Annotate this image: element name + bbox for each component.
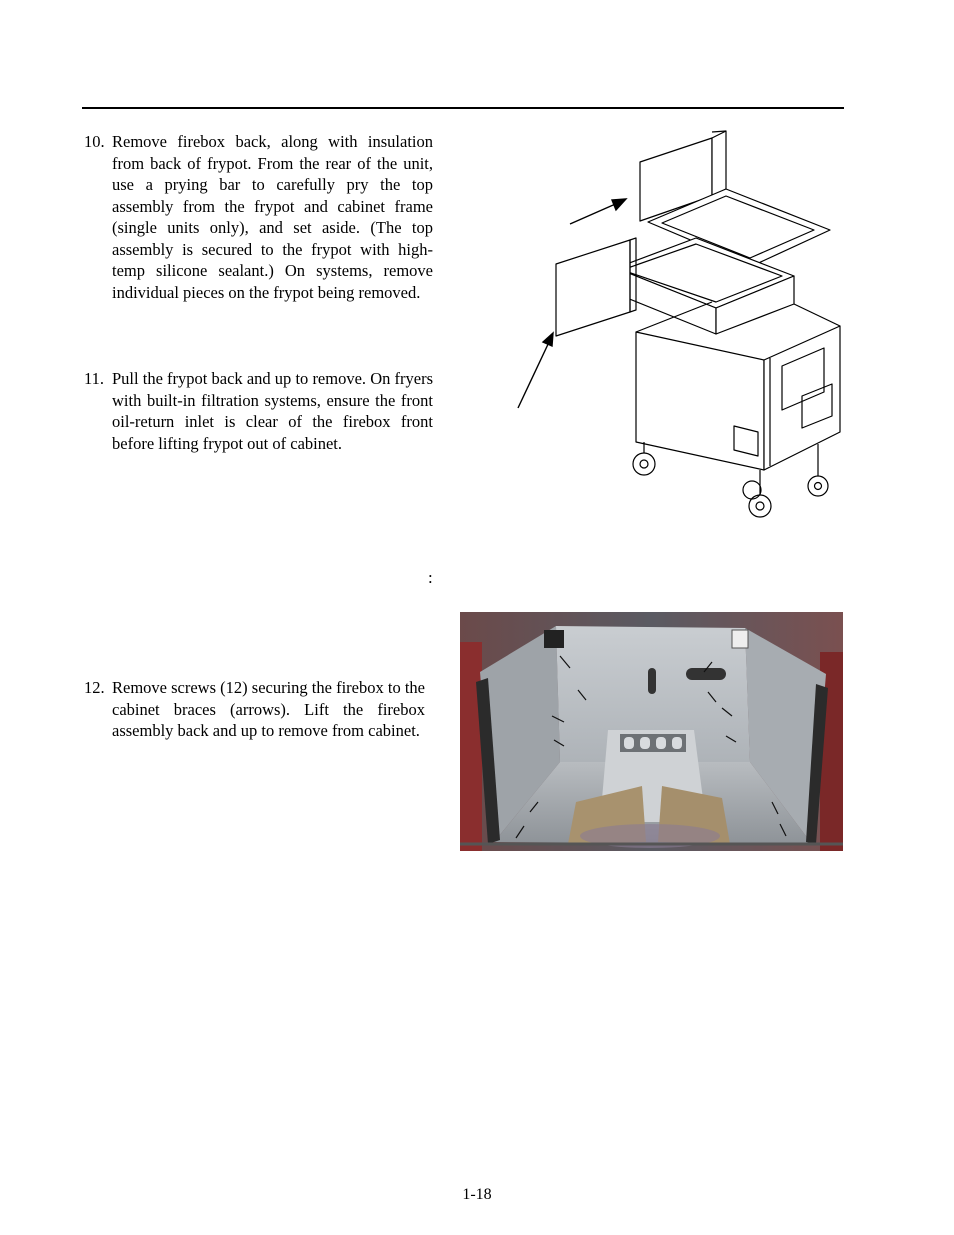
stray-colon: : xyxy=(428,568,433,587)
step-12 xyxy=(84,677,425,742)
firebox-photo xyxy=(460,612,843,851)
step-text: Remove firebox back, along with insulation from back of frypot. From the rear of the unit, use a prying bar to carefully pry the top assembly from the frypot and cabinet frame (single units only), and set aside. (The top assembly is secured to the frypot with high-temp silicone sealant.) On systems, remove individual pieces on the frypot being removed. xyxy=(112,132,433,302)
step-11 xyxy=(84,368,433,454)
step-number: 10. xyxy=(84,132,105,151)
step-number: 11. xyxy=(84,369,105,388)
frypot-exploded-diagram xyxy=(512,126,852,528)
step-text: Pull the frypot back and up to remove. On fryers with built-in filtration systems, ensure the front oil-return inlet is clear of the firebox front before lifting frypot out of cabinet. xyxy=(112,369,433,453)
step-text: Remove screws (12) securing the firebox to the cabinet braces (arrows). Lift the firebox assembly back and up to remove from cabinet. xyxy=(112,678,425,740)
step-10 xyxy=(84,131,433,303)
header-rule xyxy=(82,107,844,109)
page-number: 1-18 xyxy=(462,1186,492,1203)
step-number: 12. xyxy=(84,678,105,697)
